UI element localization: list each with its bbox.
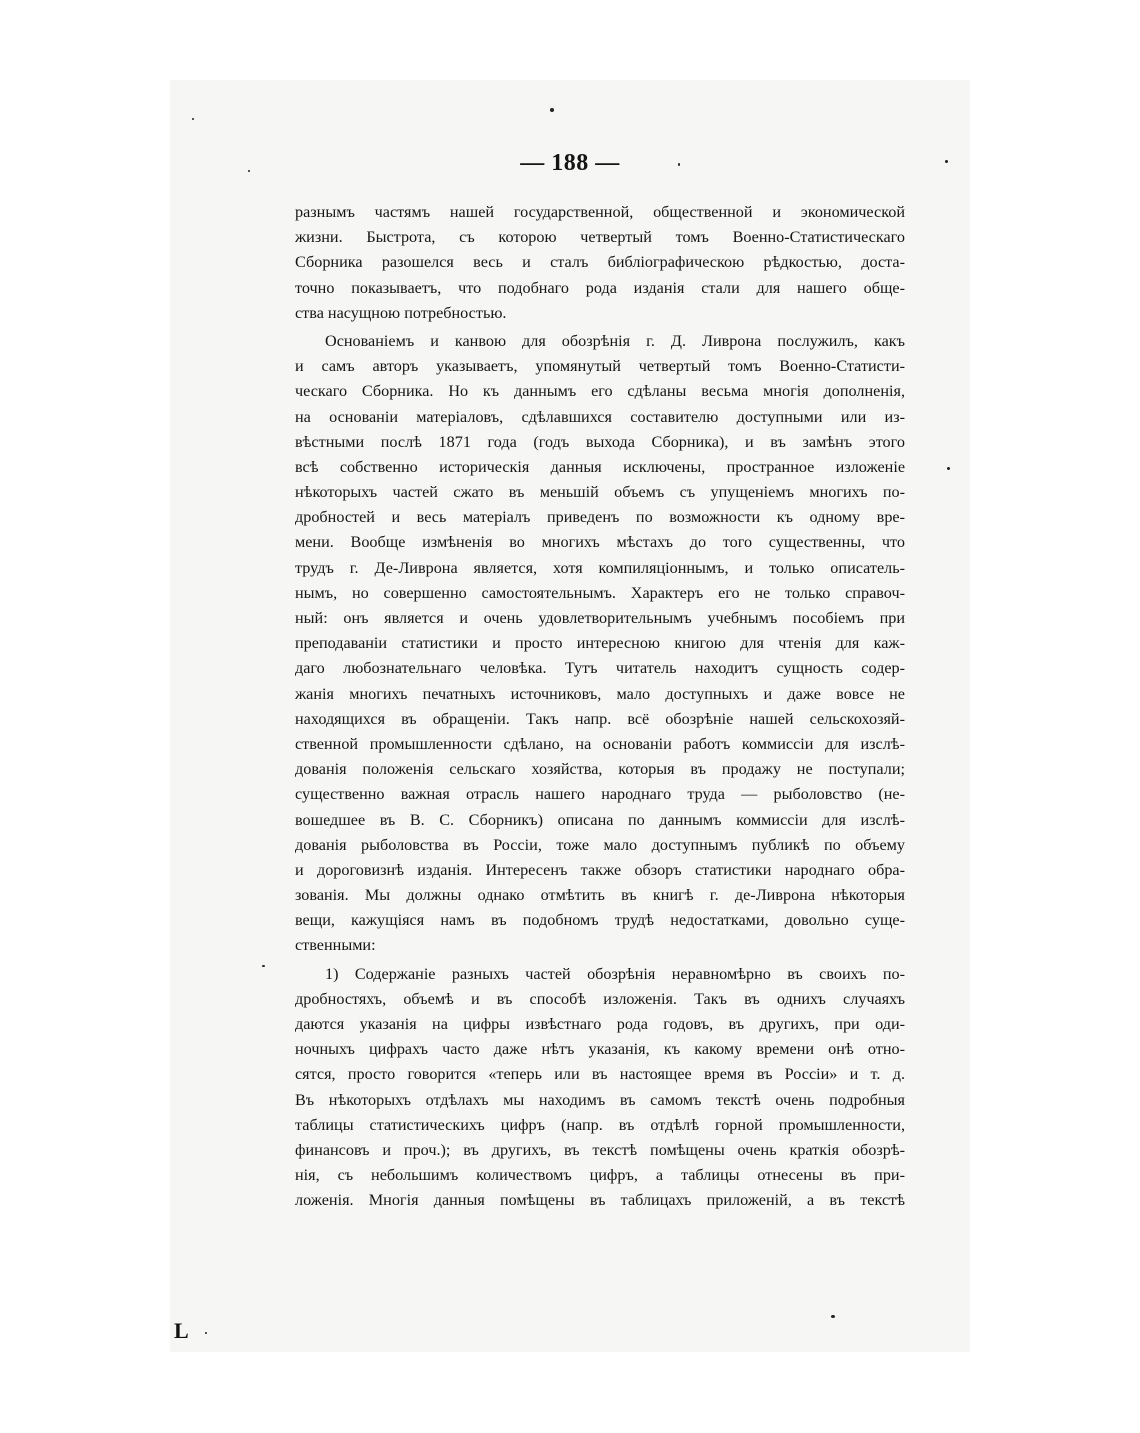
body-text: [295, 200, 905, 1214]
text-line: даго любознательнаго человѣка. Тутъ читатель находитъ сущность содер-: [295, 659, 905, 678]
margin-mark: L: [174, 1318, 189, 1343]
text-line: дованія положенія сельскаго хозяйства, которыя въ продажу не поступали;: [295, 760, 905, 779]
text-line: ственной промышленности сдѣлано, на основаніи работъ коммиссіи для изслѣ-: [295, 734, 905, 753]
text-line: мени. Вообще измѣненія во многихъ мѣстахъ до того существенны, что: [295, 533, 905, 552]
scan-speck: [550, 108, 554, 112]
text-line: нія, съ небольшимъ количествомъ цифръ, а таблицы отнесены въ при-: [295, 1166, 905, 1185]
text-line: вѣстными послѣ 1871 года (годъ выхода Сборника), и въ замѣнъ этого: [295, 432, 905, 451]
text-line: нымъ, но совершенно самостоятельнымъ. Характеръ его не только справоч-: [295, 583, 905, 602]
text-line: ложенія. Многія данныя помѣщены въ таблицахъ приложеній, а въ текстѣ: [295, 1191, 905, 1210]
text-line: находящихся въ обращеніи. Такъ напр. всё обозрѣніе нашей сельскохозяй-: [295, 709, 905, 728]
text-line: ственными:: [295, 936, 376, 955]
text-line: сятся, просто говорится «теперь или въ настоящее время въ Россіи» и т. д.: [295, 1065, 905, 1084]
text-line: Въ нѣкоторыхъ отдѣлахъ мы находимъ въ самомъ текстѣ очень подробныя: [295, 1090, 905, 1109]
text-line: и самъ авторъ указываетъ, упомянутый четвертый томъ Военно-Статисти-: [295, 357, 905, 376]
text-line: всѣ собственно историческія данныя исключены, пространное изложеніе: [295, 457, 905, 476]
text-line: дробностяхъ, объемѣ и въ способѣ изложенія. Такъ въ однихъ случаяхъ: [295, 989, 905, 1008]
text-line: даются указанія на цифры извѣстнаго рода годовъ, въ другихъ, при оди-: [295, 1015, 905, 1033]
text-line: трудъ г. Де-Ливрона является, хотя компиляціоннымъ, и только описатель-: [295, 558, 905, 577]
text-line: финансовъ и проч.); въ другихъ, въ текстѣ помѣщены очень краткія обозрѣ-: [295, 1140, 905, 1159]
text-line: дованія рыболовства въ Россіи, тоже мало доступнымъ публикѣ по объему: [295, 835, 905, 854]
text-line: ства насущною потребностью.: [295, 303, 507, 322]
text-line: жизни. Быстрота, съ которою четвертый томъ Военно-Статистическаго: [295, 228, 905, 247]
text-line: разнымъ частямъ нашей государственной, общественной и экономической: [295, 203, 905, 221]
text-line: ческаго Сборника. Но къ даннымъ его сдѣланы весьма многія дополненія,: [295, 382, 905, 401]
scan-speck: [262, 965, 265, 967]
text-line: зованія. Мы должны однако отмѣтить въ книгѣ г. де-Ливрона нѣкоторыя: [295, 886, 905, 905]
text-line: вещи, кажущіяся намъ въ подобномъ трудѣ недостатками, довольно суще-: [295, 911, 905, 930]
text-line: 1) Содержаніе разныхъ частей обозрѣнія неравномѣрно въ своихъ по-: [325, 964, 905, 983]
text-line: таблицы статистическихъ цифръ (напр. въ отдѣлѣ горной промышленности,: [295, 1115, 905, 1134]
text-line: жанія многихъ печатныхъ источниковъ, мало доступныхъ и даже вовсе не: [295, 684, 905, 703]
text-line: на основаніи матеріаловъ, сдѣлавшихся составителю доступными или из-: [295, 407, 905, 426]
scan-speck: [205, 1332, 207, 1334]
text-line: вошедшее въ В. С. Сборникъ) описана по даннымъ коммиссіи для изслѣ-: [295, 810, 905, 829]
text-line: преподаваніи статистики и просто интересною книгою для чтенія для каж-: [295, 634, 905, 653]
text-line: дробностей и весь матеріалъ приведенъ по возможности къ одному вре-: [295, 508, 905, 527]
text-line: Основаніемъ и канвою для обозрѣнія г. Д. Ливрона послужилъ, какъ: [325, 331, 905, 350]
text-line: точно показываетъ, что подобнаго рода изданія стали для нашего обще-: [295, 278, 905, 297]
scan-speck: [831, 1315, 835, 1318]
text-line: нѣкоторыхъ частей сжато въ меньшій объемъ съ упущеніемъ многихъ по-: [295, 483, 905, 502]
text-line: ный: онъ является и очень удовлетворительнымъ учебнымъ пособіемъ при: [295, 609, 905, 627]
text-line: ночныхъ цифрахъ часто даже нѣтъ указанія, къ какому времени онѣ отно-: [295, 1040, 905, 1059]
text-line: Сборника разошелся весь и сталъ библіографическою рѣдкостью, доста-: [295, 253, 905, 272]
scan-speck: [947, 467, 950, 470]
scan-speck: [192, 118, 194, 120]
text-line: существенно важная отрасль нашего народнаго труда — рыболовство (не-: [295, 785, 905, 804]
text-line: и дороговизнѣ изданія. Интересенъ также обзоръ статистики народнаго обра-: [295, 860, 905, 879]
page-number: — 188 —: [520, 150, 620, 176]
